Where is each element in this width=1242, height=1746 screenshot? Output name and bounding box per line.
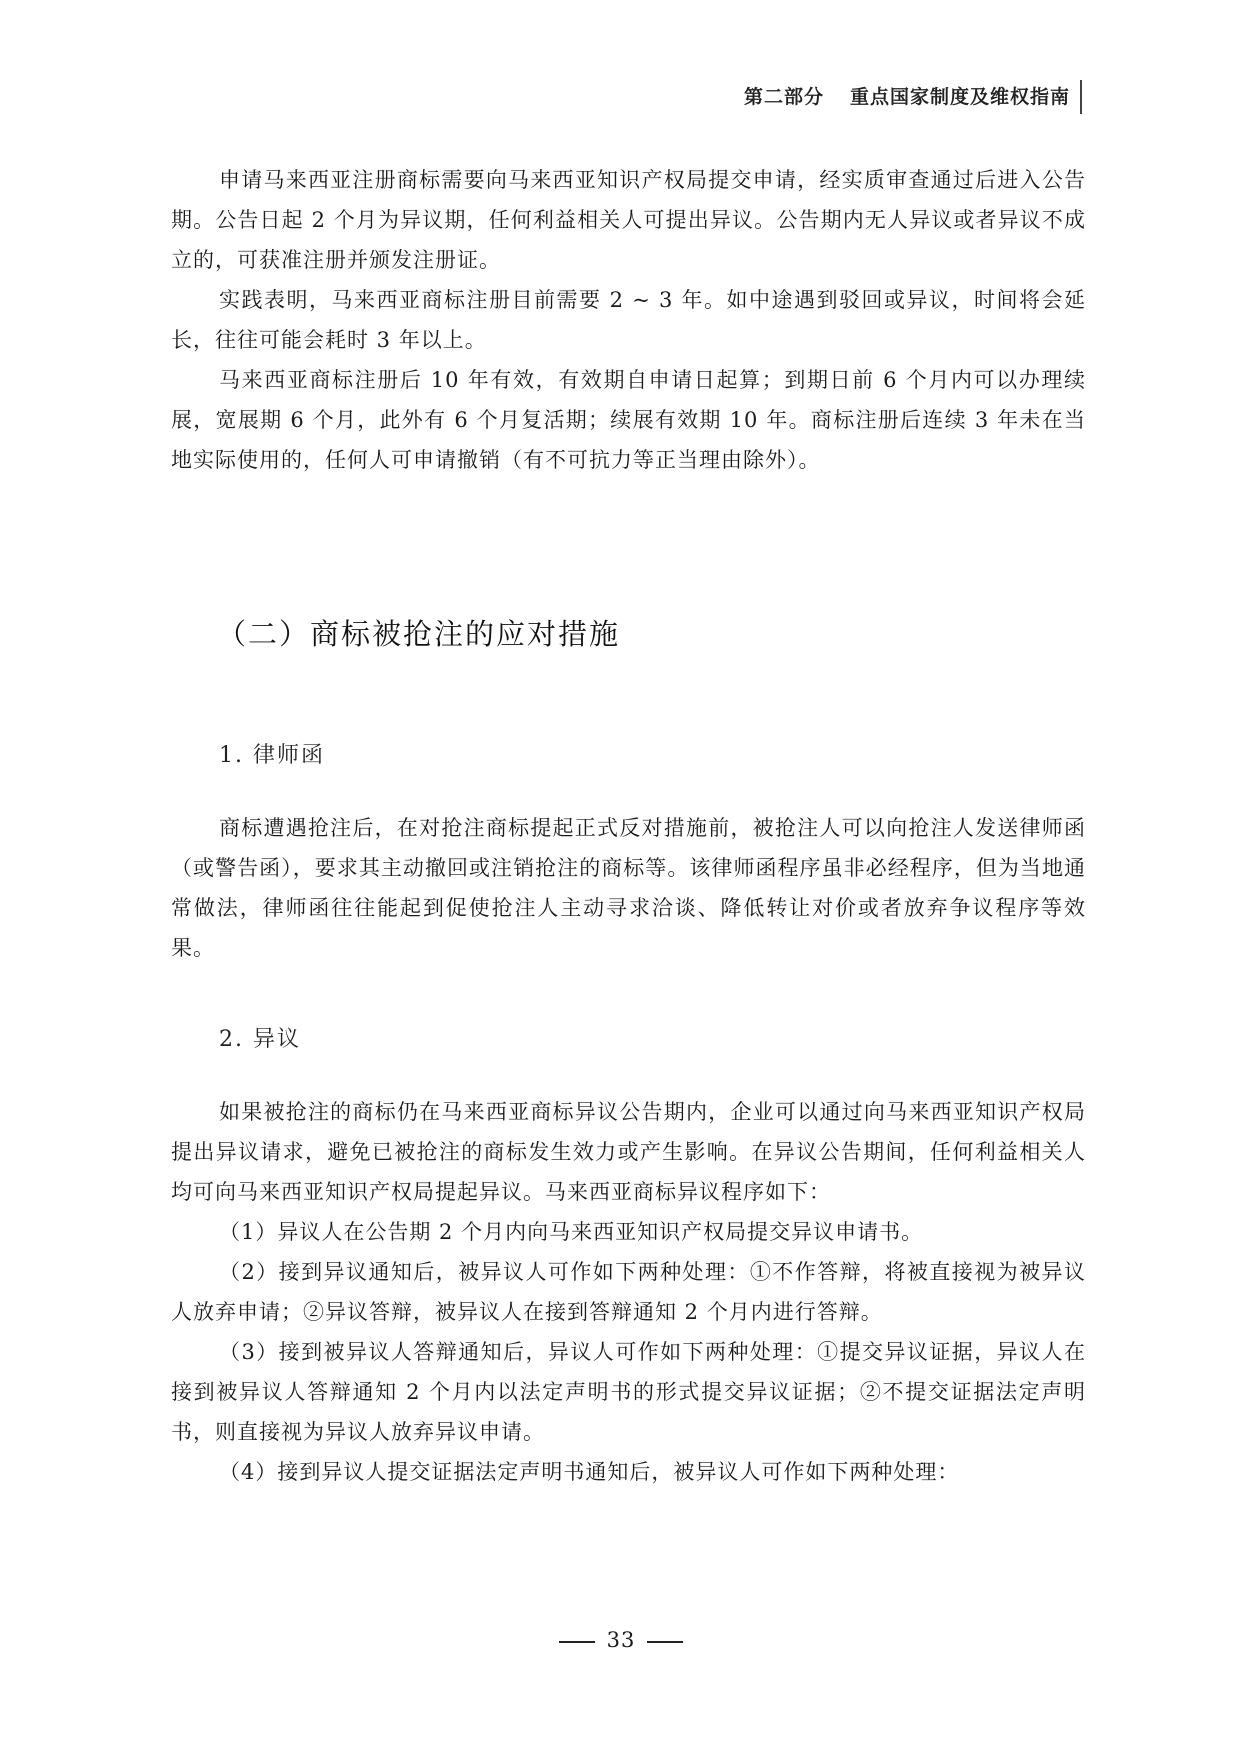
header-title: 重点国家制度及维权指南 bbox=[849, 86, 1070, 108]
header-part: 第二部分 bbox=[743, 86, 824, 108]
paragraph: 实践表明，马来西亚商标注册目前需要 2 ~ 3 年。如中途遇到驳回或异议，时间将会延长，往往可能会耗时 3 年以上。 bbox=[171, 288, 1086, 352]
paragraph: （3）接到被异议人答辩通知后，异议人可作如下两种处理：①提交异议证据，异议人在接到被异议人答辩通知 2 个月内以法定声明书的形式提交异议证据；②不提交证据法定声明书，则直接视为异议人放弃异议申请。 bbox=[171, 1340, 1086, 1444]
page-number-dash-left bbox=[559, 1641, 595, 1643]
page-number bbox=[0, 1628, 1242, 1652]
lawyer-letter-block bbox=[171, 808, 1086, 968]
paragraph: （4）接到异议人提交证据法定声明书通知后，被异议人可作如下两种处理： bbox=[219, 1460, 960, 1484]
section-heading: （二）商标被抢注的应对措施 bbox=[217, 617, 621, 651]
subsection-title-lawyer-letter: 1. 律师函 bbox=[219, 743, 325, 768]
paragraph: 马来西亚商标注册后 10 年有效，有效期自申请日起算；到期日前 6 个月内可以办理续展，宽展期 6 个月，此外有 6 个月复活期；续展有效期 10 年。商标注册后连续 3 年未在当地实际使用的，任何人可申请撤销（有不可抗力等正当理由除外）。 bbox=[171, 368, 1086, 472]
intro-block bbox=[171, 160, 1086, 480]
header-rule bbox=[1080, 80, 1082, 114]
page-number-dash-right bbox=[647, 1641, 683, 1643]
running-header bbox=[744, 82, 1070, 109]
paragraph: 商标遭遇抢注后，在对抢注商标提起正式反对措施前，被抢注人可以向抢注人发送律师函（或警告函），要求其主动撤回或注销抢注的商标等。该律师函程序虽非必经程序，但为当地通常做法，律师函往往能起到促使抢注人主动寻求洽谈、降低转让对价或者放弃争议程序等效果。 bbox=[171, 816, 1086, 960]
paragraph: （2）接到异议通知后，被异议人可作如下两种处理：①不作答辩，将被直接视为被异议人放弃申请；②异议答辩，被异议人在接到答辩通知 2 个月内进行答辩。 bbox=[171, 1260, 1086, 1324]
paragraph: 申请马来西亚注册商标需要向马来西亚知识产权局提交申请，经实质审查通过后进入公告期。公告日起 2 个月为异议期，任何利益相关人可提出异议。公告期内无人异议或者异议不成立的，可获准注册并颁发注册证。 bbox=[171, 168, 1086, 272]
subsection-title-opposition: 2. 异议 bbox=[219, 1027, 301, 1052]
paragraph: 如果被抢注的商标仍在马来西亚商标异议公告期内，企业可以通过向马来西亚知识产权局提出异议请求，避免已被抢注的商标发生效力或产生影响。在异议公告期间，任何利益相关人均可向马来西亚知识产权局提起异议。马来西亚商标异议程序如下： bbox=[171, 1100, 1086, 1204]
page-number-value: 33 bbox=[606, 1628, 636, 1652]
paragraph: （1）异议人在公告期 2 个月内向马来西亚知识产权局提交异议申请书。 bbox=[219, 1220, 924, 1244]
opposition-block bbox=[171, 1092, 1086, 1492]
